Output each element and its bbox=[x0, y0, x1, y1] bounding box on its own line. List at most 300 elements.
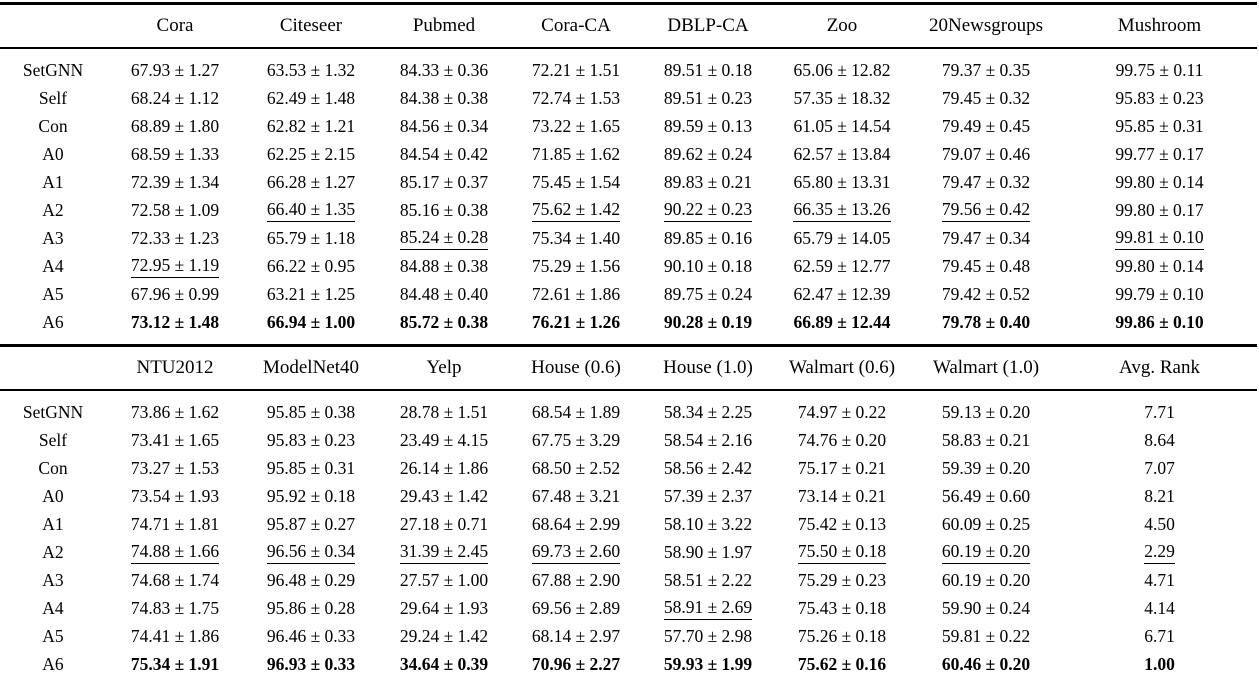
table-row bbox=[0, 168, 1257, 196]
value-cell bbox=[910, 280, 1062, 308]
value-cell bbox=[910, 252, 1062, 280]
value-text: 72.58 ± 1.09 bbox=[130, 199, 220, 220]
column-header: Cora-CA bbox=[510, 4, 642, 49]
table-row bbox=[0, 622, 1257, 650]
value-text: 68.54 ± 1.89 bbox=[531, 401, 621, 422]
value-cell bbox=[910, 538, 1062, 566]
value-cell bbox=[910, 594, 1062, 622]
table-row bbox=[0, 196, 1257, 224]
value-text: 79.47 ± 0.34 bbox=[941, 227, 1031, 248]
column-header: Yelp bbox=[378, 346, 510, 391]
value-cell bbox=[378, 196, 510, 224]
value-cell bbox=[244, 48, 378, 84]
value-cell bbox=[106, 622, 244, 650]
value-cell bbox=[106, 196, 244, 224]
value-text: 56.49 ± 0.60 bbox=[941, 485, 1031, 506]
results-table-section-2 bbox=[0, 344, 1257, 686]
value-cell bbox=[244, 168, 378, 196]
row-label: SetGNN bbox=[22, 59, 84, 80]
value-cell bbox=[1062, 308, 1257, 344]
value-text: 96.48 ± 0.29 bbox=[266, 569, 356, 590]
value-text: 96.93 ± 0.33 bbox=[266, 653, 356, 674]
header-row bbox=[0, 4, 1257, 49]
value-text: 79.07 ± 0.46 bbox=[941, 143, 1031, 164]
value-cell bbox=[106, 566, 244, 594]
value-text: 75.62 ± 0.16 bbox=[797, 653, 887, 674]
value-cell bbox=[244, 252, 378, 280]
value-cell bbox=[510, 280, 642, 308]
value-text: 74.71 ± 1.81 bbox=[130, 513, 220, 534]
value-text: 59.93 ± 1.99 bbox=[663, 653, 753, 674]
value-cell bbox=[1062, 538, 1257, 566]
value-text: 72.21 ± 1.51 bbox=[531, 59, 621, 80]
value-cell bbox=[774, 454, 910, 482]
value-text: 57.70 ± 2.98 bbox=[663, 625, 753, 646]
value-cell bbox=[910, 482, 1062, 510]
column-header: Zoo bbox=[774, 4, 910, 49]
value-text: 4.14 bbox=[1144, 597, 1175, 618]
value-text: 95.85 ± 0.31 bbox=[1115, 115, 1204, 136]
value-cell bbox=[910, 84, 1062, 112]
value-cell bbox=[1062, 390, 1257, 426]
value-text: 74.41 ± 1.86 bbox=[130, 625, 220, 646]
row-label: A1 bbox=[42, 171, 64, 192]
corner-cell bbox=[0, 4, 106, 49]
value-cell bbox=[910, 650, 1062, 686]
value-cell bbox=[774, 538, 910, 566]
value-text: 74.68 ± 1.74 bbox=[130, 569, 220, 590]
value-text: 62.49 ± 1.48 bbox=[266, 87, 356, 108]
value-text: 72.95 ± 1.19 bbox=[131, 255, 219, 278]
value-text: 95.87 ± 0.27 bbox=[266, 513, 356, 534]
value-cell bbox=[642, 308, 774, 344]
value-text: 65.79 ± 14.05 bbox=[793, 227, 891, 248]
value-cell bbox=[510, 140, 642, 168]
value-cell bbox=[642, 140, 774, 168]
value-cell bbox=[774, 510, 910, 538]
value-text: 79.42 ± 0.52 bbox=[941, 283, 1031, 304]
value-cell bbox=[774, 168, 910, 196]
table-row bbox=[0, 538, 1257, 566]
table-row bbox=[0, 224, 1257, 252]
value-cell bbox=[774, 112, 910, 140]
value-text: 27.57 ± 1.00 bbox=[399, 569, 489, 590]
value-cell bbox=[244, 510, 378, 538]
value-text: 75.42 ± 0.13 bbox=[797, 513, 887, 534]
value-text: 59.81 ± 0.22 bbox=[941, 625, 1031, 646]
value-text: 2.29 bbox=[1144, 541, 1175, 564]
value-cell bbox=[1062, 454, 1257, 482]
value-text: 73.27 ± 1.53 bbox=[130, 457, 220, 478]
value-cell bbox=[774, 594, 910, 622]
value-cell bbox=[378, 168, 510, 196]
value-text: 89.59 ± 0.13 bbox=[663, 115, 753, 136]
value-text: 66.22 ± 0.95 bbox=[266, 255, 356, 276]
value-cell bbox=[1062, 510, 1257, 538]
value-cell bbox=[378, 48, 510, 84]
value-cell bbox=[510, 168, 642, 196]
value-cell bbox=[244, 140, 378, 168]
value-cell bbox=[642, 196, 774, 224]
value-text: 67.75 ± 3.29 bbox=[531, 429, 621, 450]
value-text: 90.28 ± 0.19 bbox=[663, 311, 753, 332]
column-header: DBLP-CA bbox=[642, 4, 774, 49]
value-cell bbox=[774, 426, 910, 454]
value-cell bbox=[510, 426, 642, 454]
table-row bbox=[0, 510, 1257, 538]
row-label: A0 bbox=[42, 143, 64, 164]
value-text: 90.22 ± 0.23 bbox=[664, 199, 752, 222]
value-text: 29.64 ± 1.93 bbox=[399, 597, 489, 618]
value-text: 62.57 ± 13.84 bbox=[793, 143, 891, 164]
value-text: 84.33 ± 0.36 bbox=[399, 59, 489, 80]
value-cell bbox=[244, 308, 378, 344]
value-cell bbox=[510, 454, 642, 482]
row-label: Con bbox=[38, 457, 68, 478]
value-text: 79.37 ± 0.35 bbox=[941, 59, 1031, 80]
value-cell bbox=[510, 390, 642, 426]
value-cell bbox=[642, 650, 774, 686]
value-text: 99.80 ± 0.17 bbox=[1115, 199, 1204, 220]
value-cell bbox=[244, 196, 378, 224]
value-cell bbox=[774, 252, 910, 280]
row-label: Self bbox=[38, 429, 68, 450]
value-cell bbox=[378, 390, 510, 426]
value-text: 72.61 ± 1.86 bbox=[531, 283, 621, 304]
value-text: 65.80 ± 13.31 bbox=[793, 171, 891, 192]
value-cell bbox=[642, 566, 774, 594]
value-cell bbox=[1062, 84, 1257, 112]
column-header: House (0.6) bbox=[510, 346, 642, 391]
column-header: Pubmed bbox=[378, 4, 510, 49]
value-cell bbox=[510, 650, 642, 686]
value-text: 69.73 ± 2.60 bbox=[532, 541, 620, 564]
value-text: 68.50 ± 2.52 bbox=[531, 457, 621, 478]
row-label: A2 bbox=[42, 541, 64, 562]
value-text: 29.43 ± 1.42 bbox=[399, 485, 489, 506]
value-cell bbox=[244, 224, 378, 252]
row-label: SetGNN bbox=[22, 401, 84, 422]
value-cell bbox=[910, 566, 1062, 594]
value-cell bbox=[106, 84, 244, 112]
value-text: 85.17 ± 0.37 bbox=[399, 171, 489, 192]
value-text: 62.82 ± 1.21 bbox=[266, 115, 356, 136]
column-header: Walmart (0.6) bbox=[774, 346, 910, 391]
value-text: 65.79 ± 1.18 bbox=[266, 227, 356, 248]
table-row bbox=[0, 650, 1257, 686]
value-cell bbox=[774, 280, 910, 308]
corner-cell bbox=[0, 346, 106, 391]
value-cell bbox=[642, 168, 774, 196]
value-cell bbox=[378, 308, 510, 344]
value-text: 75.45 ± 1.54 bbox=[531, 171, 621, 192]
table-row bbox=[0, 252, 1257, 280]
column-header: Mushroom bbox=[1062, 4, 1257, 49]
value-text: 58.90 ± 1.97 bbox=[663, 541, 753, 562]
value-cell bbox=[910, 224, 1062, 252]
value-cell bbox=[1062, 196, 1257, 224]
value-cell bbox=[774, 390, 910, 426]
table-row bbox=[0, 390, 1257, 426]
value-cell bbox=[510, 510, 642, 538]
value-text: 58.56 ± 2.42 bbox=[663, 457, 753, 478]
value-text: 85.72 ± 0.38 bbox=[399, 311, 489, 332]
value-cell bbox=[106, 538, 244, 566]
table-row bbox=[0, 454, 1257, 482]
value-cell bbox=[774, 84, 910, 112]
value-cell bbox=[106, 224, 244, 252]
value-cell bbox=[106, 168, 244, 196]
row-label: A0 bbox=[42, 485, 64, 506]
value-cell bbox=[642, 224, 774, 252]
value-text: 89.51 ± 0.18 bbox=[663, 59, 753, 80]
value-text: 26.14 ± 1.86 bbox=[399, 457, 489, 478]
value-text: 75.43 ± 0.18 bbox=[797, 597, 887, 618]
value-cell bbox=[642, 390, 774, 426]
value-text: 74.76 ± 0.20 bbox=[797, 429, 887, 450]
value-text: 60.46 ± 0.20 bbox=[941, 653, 1031, 674]
value-text: 59.13 ± 0.20 bbox=[941, 401, 1031, 422]
value-text: 68.89 ± 1.80 bbox=[130, 115, 220, 136]
value-cell bbox=[1062, 622, 1257, 650]
value-text: 60.19 ± 0.20 bbox=[942, 541, 1030, 564]
value-text: 84.38 ± 0.38 bbox=[399, 87, 489, 108]
value-cell bbox=[244, 538, 378, 566]
value-cell bbox=[378, 650, 510, 686]
table-row bbox=[0, 594, 1257, 622]
value-text: 89.62 ± 0.24 bbox=[663, 143, 753, 164]
value-text: 28.78 ± 1.51 bbox=[399, 401, 489, 422]
value-text: 75.62 ± 1.42 bbox=[532, 199, 620, 222]
value-cell bbox=[510, 48, 642, 84]
value-text: 63.53 ± 1.32 bbox=[266, 59, 356, 80]
value-text: 84.88 ± 0.38 bbox=[399, 255, 489, 276]
value-cell bbox=[1062, 594, 1257, 622]
value-cell bbox=[910, 308, 1062, 344]
value-cell bbox=[642, 112, 774, 140]
value-text: 99.79 ± 0.10 bbox=[1115, 283, 1204, 304]
value-cell bbox=[378, 594, 510, 622]
value-cell bbox=[910, 390, 1062, 426]
value-text: 99.86 ± 0.10 bbox=[1115, 311, 1204, 332]
column-header: 20Newsgroups bbox=[910, 4, 1062, 49]
value-cell bbox=[510, 538, 642, 566]
value-text: 96.56 ± 0.34 bbox=[267, 541, 355, 564]
value-text: 66.40 ± 1.35 bbox=[267, 199, 355, 222]
value-cell bbox=[774, 224, 910, 252]
value-text: 67.93 ± 1.27 bbox=[130, 59, 220, 80]
value-text: 65.06 ± 12.82 bbox=[793, 59, 891, 80]
value-cell bbox=[106, 112, 244, 140]
value-text: 79.45 ± 0.32 bbox=[941, 87, 1031, 108]
value-text: 85.24 ± 0.28 bbox=[400, 227, 488, 250]
value-cell bbox=[510, 482, 642, 510]
value-text: 85.16 ± 0.38 bbox=[399, 199, 489, 220]
value-cell bbox=[1062, 48, 1257, 84]
value-cell bbox=[244, 426, 378, 454]
value-cell bbox=[774, 566, 910, 594]
value-cell bbox=[642, 426, 774, 454]
value-text: 4.50 bbox=[1144, 513, 1175, 534]
value-cell bbox=[910, 48, 1062, 84]
row-label: A5 bbox=[42, 625, 64, 646]
value-text: 95.92 ± 0.18 bbox=[266, 485, 356, 506]
table-row bbox=[0, 48, 1257, 84]
value-text: 34.64 ± 0.39 bbox=[399, 653, 489, 674]
value-cell bbox=[774, 622, 910, 650]
value-text: 62.59 ± 12.77 bbox=[793, 255, 891, 276]
value-cell bbox=[1062, 224, 1257, 252]
value-text: 73.12 ± 1.48 bbox=[130, 311, 220, 332]
value-cell bbox=[106, 426, 244, 454]
value-cell bbox=[1062, 280, 1257, 308]
value-text: 60.19 ± 0.20 bbox=[941, 569, 1031, 590]
value-text: 58.10 ± 3.22 bbox=[663, 513, 753, 534]
value-cell bbox=[510, 224, 642, 252]
value-text: 29.24 ± 1.42 bbox=[399, 625, 489, 646]
value-cell bbox=[510, 594, 642, 622]
value-text: 74.83 ± 1.75 bbox=[130, 597, 220, 618]
value-text: 58.54 ± 2.16 bbox=[663, 429, 753, 450]
value-cell bbox=[106, 594, 244, 622]
value-text: 89.75 ± 0.24 bbox=[663, 283, 753, 304]
value-cell bbox=[378, 84, 510, 112]
value-text: 73.14 ± 0.21 bbox=[797, 485, 887, 506]
value-cell bbox=[106, 252, 244, 280]
value-text: 23.49 ± 4.15 bbox=[399, 429, 489, 450]
value-cell bbox=[774, 650, 910, 686]
value-text: 7.07 bbox=[1144, 457, 1175, 478]
value-text: 75.34 ± 1.40 bbox=[531, 227, 621, 248]
value-text: 95.86 ± 0.28 bbox=[266, 597, 356, 618]
value-cell bbox=[1062, 252, 1257, 280]
value-text: 66.28 ± 1.27 bbox=[266, 171, 356, 192]
value-text: 70.96 ± 2.27 bbox=[531, 653, 621, 674]
table-row bbox=[0, 280, 1257, 308]
value-cell bbox=[510, 196, 642, 224]
value-text: 99.81 ± 0.10 bbox=[1115, 227, 1203, 250]
value-cell bbox=[244, 280, 378, 308]
value-text: 73.41 ± 1.65 bbox=[130, 429, 220, 450]
value-text: 67.48 ± 3.21 bbox=[531, 485, 621, 506]
value-text: 72.39 ± 1.34 bbox=[130, 171, 220, 192]
value-text: 79.56 ± 0.42 bbox=[942, 199, 1030, 222]
value-text: 74.97 ± 0.22 bbox=[797, 401, 887, 422]
value-text: 68.59 ± 1.33 bbox=[130, 143, 220, 164]
value-text: 99.80 ± 0.14 bbox=[1115, 171, 1204, 192]
value-cell bbox=[1062, 140, 1257, 168]
value-cell bbox=[244, 622, 378, 650]
value-cell bbox=[774, 308, 910, 344]
value-text: 74.88 ± 1.66 bbox=[131, 541, 219, 564]
table-row bbox=[0, 84, 1257, 112]
column-header: House (1.0) bbox=[642, 346, 774, 391]
value-text: 66.89 ± 12.44 bbox=[793, 311, 891, 332]
value-cell bbox=[106, 48, 244, 84]
value-text: 6.71 bbox=[1144, 625, 1175, 646]
value-cell bbox=[378, 622, 510, 650]
value-cell bbox=[642, 48, 774, 84]
value-cell bbox=[774, 48, 910, 84]
value-cell bbox=[642, 454, 774, 482]
value-cell bbox=[774, 482, 910, 510]
value-cell bbox=[378, 510, 510, 538]
value-text: 58.34 ± 2.25 bbox=[663, 401, 753, 422]
value-text: 84.56 ± 0.34 bbox=[399, 115, 489, 136]
value-text: 89.51 ± 0.23 bbox=[663, 87, 753, 108]
value-text: 84.48 ± 0.40 bbox=[399, 283, 489, 304]
value-cell bbox=[244, 566, 378, 594]
value-text: 95.85 ± 0.38 bbox=[266, 401, 356, 422]
value-cell bbox=[1062, 426, 1257, 454]
value-cell bbox=[1062, 482, 1257, 510]
row-label: A6 bbox=[42, 311, 64, 332]
value-cell bbox=[510, 112, 642, 140]
value-text: 75.26 ± 0.18 bbox=[797, 625, 887, 646]
row-label: A5 bbox=[42, 283, 64, 304]
value-text: 60.09 ± 0.25 bbox=[941, 513, 1031, 534]
value-cell bbox=[1062, 168, 1257, 196]
value-cell bbox=[378, 454, 510, 482]
value-text: 59.39 ± 0.20 bbox=[941, 457, 1031, 478]
value-text: 8.21 bbox=[1144, 485, 1175, 506]
value-text: 69.56 ± 2.89 bbox=[531, 597, 621, 618]
value-cell bbox=[244, 112, 378, 140]
value-cell bbox=[510, 566, 642, 594]
value-cell bbox=[510, 622, 642, 650]
value-cell bbox=[910, 510, 1062, 538]
value-cell bbox=[774, 140, 910, 168]
value-cell bbox=[378, 112, 510, 140]
header-row bbox=[0, 346, 1257, 391]
value-cell bbox=[642, 482, 774, 510]
column-header: Cora bbox=[106, 4, 244, 49]
value-text: 68.64 ± 2.99 bbox=[531, 513, 621, 534]
value-cell bbox=[642, 594, 774, 622]
value-cell bbox=[1062, 112, 1257, 140]
value-text: 99.77 ± 0.17 bbox=[1115, 143, 1204, 164]
value-text: 63.21 ± 1.25 bbox=[266, 283, 356, 304]
value-cell bbox=[378, 280, 510, 308]
value-cell bbox=[910, 426, 1062, 454]
value-cell bbox=[774, 196, 910, 224]
value-text: 7.71 bbox=[1144, 401, 1175, 422]
value-cell bbox=[378, 252, 510, 280]
row-label: Con bbox=[38, 115, 68, 136]
value-cell bbox=[106, 390, 244, 426]
column-header: NTU2012 bbox=[106, 346, 244, 391]
value-text: 75.29 ± 1.56 bbox=[531, 255, 621, 276]
value-cell bbox=[106, 510, 244, 538]
value-cell bbox=[106, 140, 244, 168]
value-text: 79.49 ± 0.45 bbox=[941, 115, 1031, 136]
value-cell bbox=[642, 510, 774, 538]
results-table-section-1 bbox=[0, 2, 1257, 344]
value-text: 75.29 ± 0.23 bbox=[797, 569, 887, 590]
value-text: 67.88 ± 2.90 bbox=[531, 569, 621, 590]
value-cell bbox=[244, 84, 378, 112]
value-cell bbox=[244, 454, 378, 482]
value-cell bbox=[378, 224, 510, 252]
value-text: 73.54 ± 1.93 bbox=[130, 485, 220, 506]
value-text: 73.86 ± 1.62 bbox=[130, 401, 220, 422]
column-header: Walmart (1.0) bbox=[910, 346, 1062, 391]
table-row bbox=[0, 482, 1257, 510]
value-cell bbox=[910, 454, 1062, 482]
value-cell bbox=[1062, 650, 1257, 686]
row-label: A4 bbox=[42, 255, 64, 276]
value-text: 58.91 ± 2.69 bbox=[664, 597, 752, 620]
